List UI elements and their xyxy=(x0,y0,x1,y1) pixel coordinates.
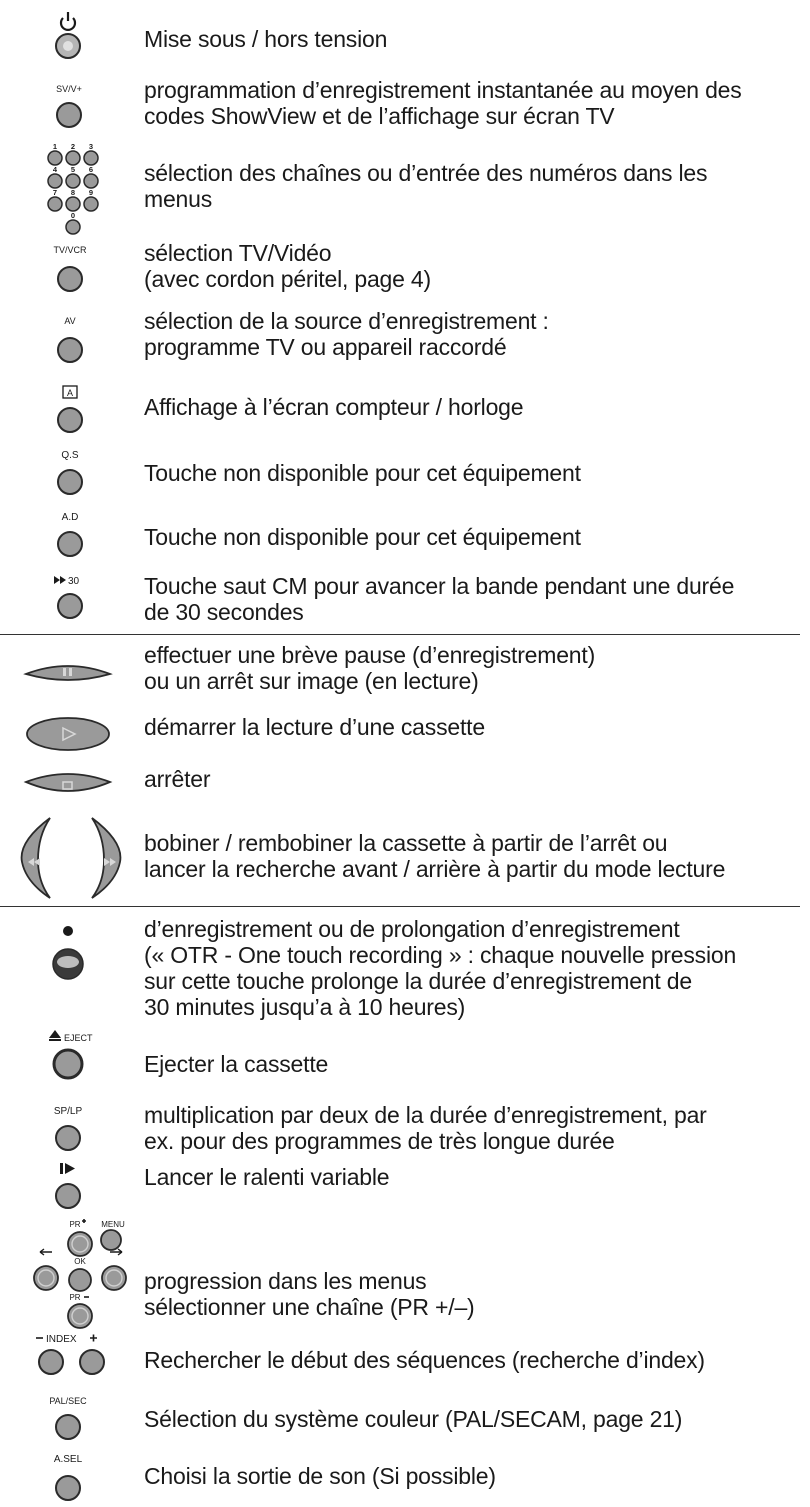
svg-text:PR: PR xyxy=(69,1293,81,1302)
row-display xyxy=(0,384,810,440)
stop-button-icon xyxy=(20,760,120,812)
skip30-button-icon xyxy=(46,570,102,626)
qs-button-icon xyxy=(46,446,96,502)
row-skip30 xyxy=(0,570,810,630)
row-index xyxy=(0,1330,810,1384)
pause-description: effectuer une brève pause (d’enregistrement) ou un arrêt sur image (en lecture) xyxy=(144,642,596,694)
eject-button-icon xyxy=(46,1026,112,1090)
svg-text:7: 7 xyxy=(52,188,58,197)
splp-button-icon xyxy=(46,1096,96,1152)
play-button-icon xyxy=(20,706,120,758)
svg-text:0: 0 xyxy=(70,211,76,220)
svg-text:1: 1 xyxy=(52,142,58,151)
ad-button-icon xyxy=(46,508,96,564)
section-divider xyxy=(0,906,800,907)
row-ffrew xyxy=(0,812,810,902)
row-tvvcr xyxy=(0,240,810,303)
svg-text:8: 8 xyxy=(70,188,76,197)
qs-description: Touche non disponible pour cet équipement xyxy=(144,460,581,486)
eject-description: Ejecter la cassette xyxy=(144,1051,329,1077)
menu-navigation-description: progression dans les menus sélectionner une chaîne (PR +/–) xyxy=(144,1268,475,1320)
index-key-label: INDEX xyxy=(46,1334,77,1345)
record-button-icon xyxy=(48,912,92,1022)
display-description: Affichage à l’écran compteur / horloge xyxy=(144,394,524,420)
row-stop xyxy=(0,760,810,812)
av-button-icon xyxy=(46,314,96,366)
palsec-key-label: PAL/SEC xyxy=(49,1396,87,1406)
svg-text:PR: PR xyxy=(69,1220,81,1229)
row-pause xyxy=(0,640,810,700)
play-description: démarrer la lecture d’une cassette xyxy=(144,714,485,740)
number-keys-description: sélection des chaînes ou d’entrée des numéros dans les menus xyxy=(144,160,708,212)
menu-navigation-cluster-icon xyxy=(28,1218,138,1330)
splp-description: multiplication par deux de la durée d’enregistrement, par ex. pour des programmes de très longue durée xyxy=(144,1102,707,1154)
ad-description: Touche non disponible pour cet équipement xyxy=(144,524,581,550)
row-eject xyxy=(0,1026,810,1090)
rewind-ff-buttons-icon xyxy=(14,812,134,902)
slow-description: Lancer le ralenti variable xyxy=(144,1164,390,1190)
row-menu-navigation xyxy=(0,1218,810,1330)
asel-key-label: A.SEL xyxy=(53,1454,83,1465)
number-keypad-icon xyxy=(44,143,106,235)
display-button-icon xyxy=(46,384,96,440)
row-av xyxy=(0,308,810,374)
row-asel xyxy=(0,1450,810,1506)
showview-button-icon xyxy=(46,82,92,130)
showview-description: programmation d’enregistrement instantanée au moyen des codes ShowView et de l’affichage sur écran TV xyxy=(144,77,742,129)
slow-motion-button-icon xyxy=(46,1160,96,1216)
power-button-icon xyxy=(48,8,88,64)
display-key-label: A xyxy=(66,388,74,398)
row-ad xyxy=(0,508,810,564)
row-showview xyxy=(0,77,810,142)
row-slow xyxy=(0,1160,810,1216)
ffrew-description: bobiner / rembobiner la cassette à partir de l’arrêt ou lancer la recherche avant / arrière à partir du mode lecture xyxy=(144,830,726,882)
stop-description: arrêter xyxy=(144,766,211,792)
svg-text:5: 5 xyxy=(70,165,76,174)
palsec-button-icon xyxy=(46,1392,102,1448)
row-record xyxy=(0,912,810,1022)
index-buttons-icon xyxy=(34,1330,114,1384)
row-play xyxy=(0,706,810,758)
svg-text:MENU: MENU xyxy=(101,1220,125,1229)
row-qs xyxy=(0,446,810,502)
index-description: Rechercher le début des séquences (recherche d’index) xyxy=(144,1347,705,1373)
svg-text:3: 3 xyxy=(88,142,94,151)
skip30-key-label: 30 xyxy=(68,576,80,587)
qs-key-label: Q.S xyxy=(61,450,79,461)
palsec-description: Sélection du système couleur (PAL/SECAM, page 21) xyxy=(144,1406,683,1432)
showview-key-label: SV/V+ xyxy=(56,84,82,94)
svg-text:4: 4 xyxy=(52,165,58,174)
section-divider xyxy=(0,634,800,635)
asel-description: Choisi la sortie de son (Si possible) xyxy=(144,1463,496,1489)
row-splp xyxy=(0,1096,810,1158)
pause-button-icon xyxy=(20,640,120,700)
power-description: Mise sous / hors tension xyxy=(144,26,388,52)
splp-key-label: SP/LP xyxy=(53,1106,83,1117)
ad-key-label: A.D xyxy=(61,512,79,523)
tvvcr-description: sélection TV/Vidéo (avec cordon péritel, page 4) xyxy=(144,240,431,292)
tvvcr-button-icon xyxy=(46,243,96,295)
tvvcr-key-label: TV/VCR xyxy=(53,245,87,255)
svg-text:9: 9 xyxy=(88,188,94,197)
skip30-description: Touche saut CM pour avancer la bande pendant une durée de 30 secondes xyxy=(144,573,735,625)
eject-key-label: EJECT xyxy=(64,1033,93,1043)
row-palsec xyxy=(0,1392,810,1448)
svg-text:6: 6 xyxy=(88,165,94,174)
svg-text:2: 2 xyxy=(70,142,76,151)
av-description: sélection de la source d’enregistrement : programme TV ou appareil raccordé xyxy=(144,308,549,360)
record-description: d’enregistrement ou de prolongation d’enregistrement (« OTR - One touch recording » : chaque nouvelle pression sur cette touche prolonge la durée d’enregistrement de 30 minutes jusqu’a à 10 heures) xyxy=(144,916,737,1020)
svg-text:OK: OK xyxy=(74,1257,86,1266)
row-power xyxy=(0,8,810,64)
av-key-label: AV xyxy=(64,316,76,326)
row-number-keys xyxy=(0,143,810,235)
asel-button-icon xyxy=(46,1450,102,1506)
